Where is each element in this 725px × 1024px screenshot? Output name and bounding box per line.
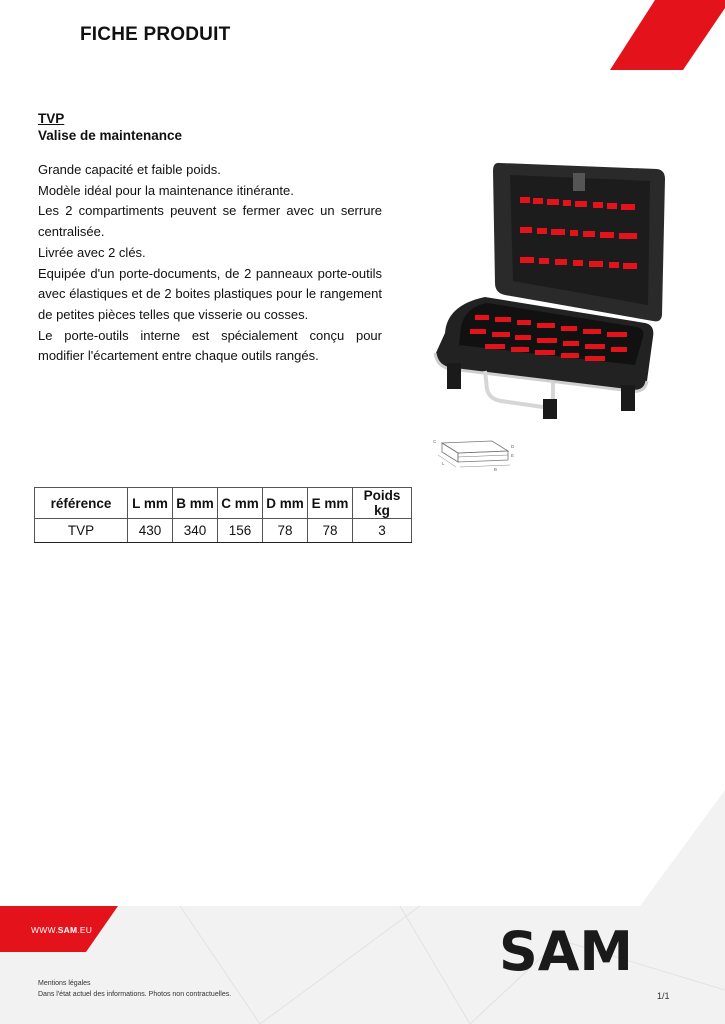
specs-table	[34, 487, 412, 543]
cell-b-mm: 340	[173, 519, 218, 543]
page-number: 1/1	[657, 991, 670, 1001]
legal-text: Dans l'état actuel des informations. Photos non contractuelles.	[38, 991, 232, 998]
cell-e-mm: 78	[308, 519, 353, 543]
diagram-label-l: L	[442, 461, 445, 466]
col-e-mm: E mm	[308, 488, 353, 519]
legal-title: Mentions légales	[38, 980, 91, 987]
page-title: FICHE PRODUIT	[80, 24, 231, 45]
description-line: Le porte-outils interne est spécialement conçu pour modifier l'écartement entre chaque outils rangés.	[38, 327, 382, 364]
svg-text:SAM: SAM	[499, 922, 633, 974]
tool-case-photo	[425, 155, 665, 425]
product-description	[38, 160, 382, 367]
description-line: Livrée avec 2 clés.	[38, 244, 146, 260]
col-c-mm: C mm	[218, 488, 263, 519]
website-brand: SAM	[57, 925, 78, 935]
website-suffix: .EU	[77, 925, 93, 935]
diagram-label-b: B	[494, 467, 498, 472]
description-line: Les 2 compartiments peuvent se fermer avec un serrure centralisée.	[38, 203, 382, 240]
col-l-mm: L mm	[128, 488, 173, 519]
sam-logo	[498, 922, 634, 974]
website-prefix: WWW.	[31, 925, 58, 935]
col-d-mm: D mm	[263, 488, 308, 519]
diagram-label-d: D	[511, 444, 515, 449]
table-header-row	[35, 488, 412, 519]
dimensions-diagram	[430, 435, 518, 473]
cell-d-mm: 78	[263, 519, 308, 543]
product-code: TVP	[38, 111, 65, 126]
cell-reference: TVP	[35, 519, 128, 543]
cell-c-mm: 156	[218, 519, 263, 543]
col-b-mm: B mm	[173, 488, 218, 519]
table-row	[35, 519, 412, 543]
diagram-label-c: C	[433, 439, 437, 444]
product-name: Valise de maintenance	[38, 128, 183, 143]
col-reference: référence	[35, 488, 128, 519]
description-line: Grande capacité et faible poids.	[38, 162, 221, 177]
diagram-label-e: E	[511, 453, 515, 458]
cell-l-mm: 430	[128, 519, 173, 543]
website-link[interactable]	[31, 925, 92, 935]
cell-poids-kg: 3	[353, 519, 412, 543]
col-poids-kg: Poids kg	[353, 488, 412, 519]
description-line: Modèle idéal pour la maintenance itinérante.	[38, 182, 294, 198]
description-line: Equipée d'un porte-documents, de 2 panneaux porte-outils avec élastiques et de 2 boites plastiques pour le rangement de petites pièces telles que visserie ou cosses.	[38, 265, 382, 322]
